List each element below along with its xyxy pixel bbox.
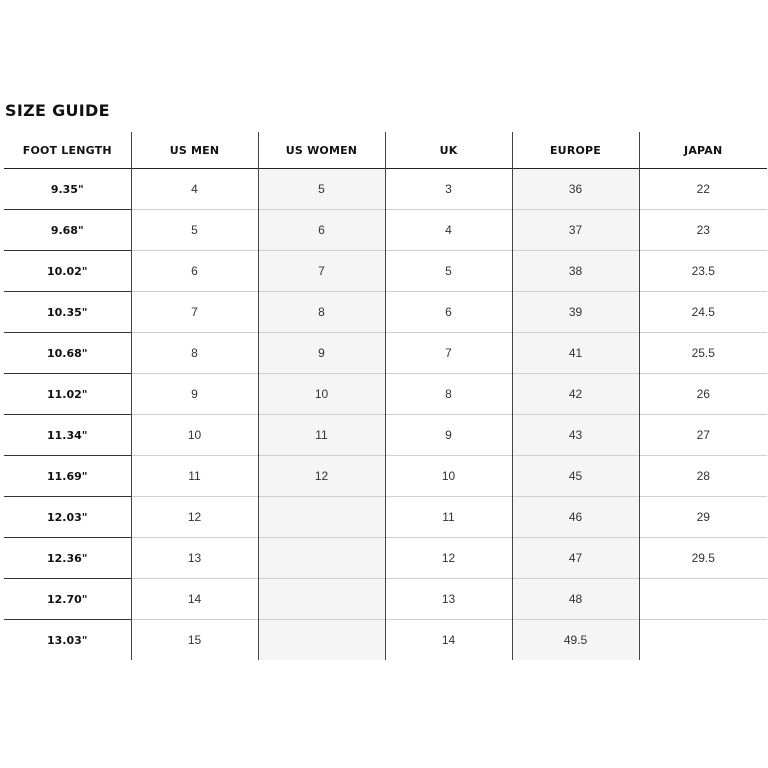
uk-cell: 7 [385, 333, 512, 374]
foot-length-cell: 12.03" [4, 497, 131, 538]
uk-cell: 3 [385, 169, 512, 210]
header-us-men: US MEN [131, 132, 258, 169]
us-women-cell: 10 [258, 374, 385, 415]
europe-cell: 42 [512, 374, 639, 415]
table-row [4, 456, 767, 497]
uk-cell: 6 [385, 292, 512, 333]
japan-cell: 23 [639, 210, 767, 251]
us-men-cell: 11 [131, 456, 258, 497]
us-women-cell: 9 [258, 333, 385, 374]
us-men-cell: 12 [131, 497, 258, 538]
japan-cell: 26 [639, 374, 767, 415]
us-men-cell: 14 [131, 579, 258, 620]
table-row [4, 169, 767, 210]
japan-cell [639, 579, 767, 620]
table-row [4, 497, 767, 538]
foot-length-cell: 11.34" [4, 415, 131, 456]
us-women-cell: 6 [258, 210, 385, 251]
uk-cell: 14 [385, 620, 512, 661]
header-japan: JAPAN [684, 143, 723, 157]
header-row [4, 132, 767, 169]
japan-cell: 24.5 [639, 292, 767, 333]
us-women-cell [258, 497, 385, 538]
uk-cell: 9 [385, 415, 512, 456]
us-men-cell: 5 [131, 210, 258, 251]
europe-cell: 39 [512, 292, 639, 333]
foot-length-cell: 9.68" [4, 210, 131, 251]
us-women-cell: 7 [258, 251, 385, 292]
uk-cell: 5 [385, 251, 512, 292]
europe-cell: 43 [512, 415, 639, 456]
table-row [4, 210, 767, 251]
table-row [4, 374, 767, 415]
header-us-women: US WOMEN [258, 132, 385, 169]
foot-length-cell: 10.35" [4, 292, 131, 333]
table-row [4, 538, 767, 579]
us-women-cell [258, 620, 385, 661]
us-women-cell: 8 [258, 292, 385, 333]
table-body [4, 169, 767, 661]
us-men-cell: 6 [131, 251, 258, 292]
us-women-cell: 12 [258, 456, 385, 497]
foot-length-cell: 10.02" [4, 251, 131, 292]
foot-length-cell: 11.69" [4, 456, 131, 497]
uk-cell: 11 [385, 497, 512, 538]
table-row [4, 333, 767, 374]
japan-cell: 22 [639, 169, 767, 210]
us-women-cell [258, 538, 385, 579]
foot-length-cell: 13.03" [4, 620, 131, 661]
us-women-cell: 11 [258, 415, 385, 456]
table-row [4, 415, 767, 456]
japan-cell: 27 [639, 415, 767, 456]
europe-cell: 45 [512, 456, 639, 497]
japan-cell [639, 620, 767, 661]
foot-length-cell: 11.02" [4, 374, 131, 415]
foot-length-cell: 12.70" [4, 579, 131, 620]
europe-cell: 49.5 [512, 620, 639, 661]
europe-cell: 48 [512, 579, 639, 620]
uk-cell: 4 [385, 210, 512, 251]
europe-cell: 36 [512, 169, 639, 210]
europe-cell: 38 [512, 251, 639, 292]
us-men-cell: 9 [131, 374, 258, 415]
us-women-cell: 5 [258, 169, 385, 210]
header-europe: EUROPE [512, 132, 639, 169]
table-row [4, 251, 767, 292]
us-women-cell [258, 579, 385, 620]
europe-cell: 47 [512, 538, 639, 579]
japan-cell: 25.5 [639, 333, 767, 374]
us-men-cell: 13 [131, 538, 258, 579]
table-header [4, 132, 767, 169]
us-men-cell: 7 [131, 292, 258, 333]
table-row [4, 579, 767, 620]
japan-cell: 23.5 [639, 251, 767, 292]
uk-cell: 13 [385, 579, 512, 620]
uk-cell: 8 [385, 374, 512, 415]
foot-length-cell: 10.68" [4, 333, 131, 374]
europe-cell: 46 [512, 497, 639, 538]
us-men-cell: 4 [131, 169, 258, 210]
header-uk: UK [385, 132, 512, 169]
size-guide-title: SIZE GUIDE [5, 101, 110, 120]
size-guide-table [4, 132, 767, 660]
table-row [4, 292, 767, 333]
japan-cell: 29.5 [639, 538, 767, 579]
europe-cell: 41 [512, 333, 639, 374]
us-men-cell: 15 [131, 620, 258, 661]
header-foot-length: FOOT LENGTH [4, 132, 131, 169]
uk-cell: 12 [385, 538, 512, 579]
table-row [4, 620, 767, 661]
us-men-cell: 10 [131, 415, 258, 456]
foot-length-cell: 9.35" [4, 169, 131, 210]
japan-cell: 28 [639, 456, 767, 497]
us-men-cell: 8 [131, 333, 258, 374]
europe-cell: 37 [512, 210, 639, 251]
uk-cell: 10 [385, 456, 512, 497]
japan-cell: 29 [639, 497, 767, 538]
foot-length-cell: 12.36" [4, 538, 131, 579]
